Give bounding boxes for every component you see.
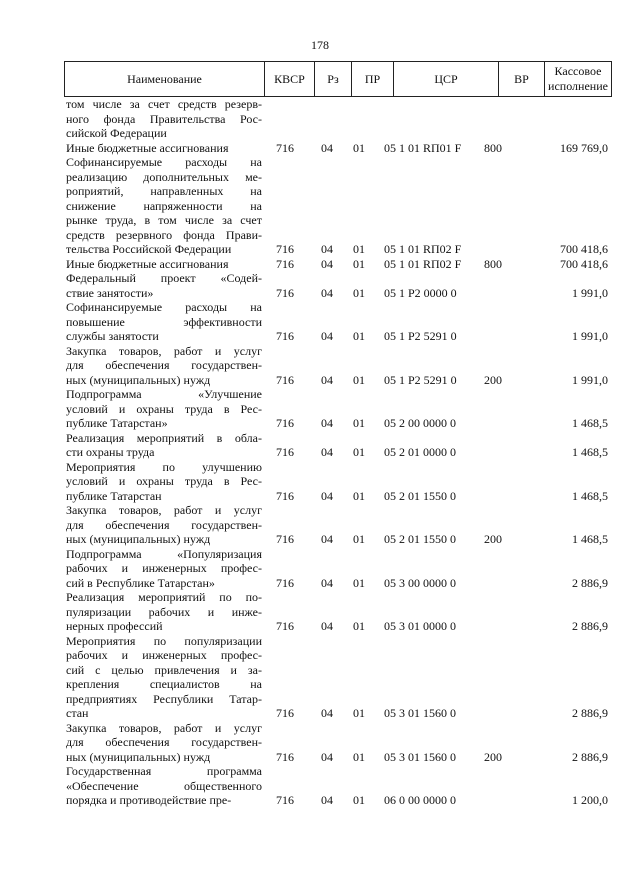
table-row bbox=[64, 271, 612, 300]
cell-pr: 01 bbox=[353, 416, 365, 430]
cell-csr: 05 3 01 0000 0 bbox=[384, 619, 456, 633]
cell-csr: 05 2 01 1550 0 bbox=[384, 532, 456, 546]
row-name-line: Закупка товаров, работ и услуг bbox=[66, 343, 262, 358]
cell-pr: 01 bbox=[353, 256, 365, 271]
row-name-line: Иные бюджетные ассигнования bbox=[66, 256, 229, 271]
row-name-line: ного фонда Правительства Рос- bbox=[66, 111, 262, 126]
cell-rz: 04 bbox=[321, 329, 333, 343]
table-row bbox=[64, 300, 612, 344]
row-name-line: сий с целью привлечения и за- bbox=[66, 662, 262, 677]
cell-sum: 1 468,5 bbox=[572, 416, 608, 430]
table-row bbox=[64, 460, 612, 504]
row-name-line: Подпрограмма «Популяризация bbox=[66, 546, 262, 561]
table-row bbox=[64, 634, 612, 721]
row-name-line: Софинансируемые расходы на bbox=[66, 300, 262, 314]
row-values bbox=[64, 445, 612, 460]
cell-rz: 04 bbox=[321, 706, 333, 720]
table-row bbox=[64, 547, 612, 591]
cell-kvsr: 716 bbox=[276, 619, 294, 633]
cell-kvsr: 716 bbox=[276, 706, 294, 720]
row-name-line: ных (муниципальных) нужд bbox=[66, 532, 211, 546]
row-name-line: Закупка товаров, работ и услуг bbox=[66, 720, 262, 735]
row-name-line: средств резервного фонда Прави- bbox=[66, 227, 262, 242]
row-name-line: Государственная программа bbox=[66, 764, 262, 778]
table-row bbox=[64, 387, 612, 431]
cell-csr: 05 1 P2 5291 0 bbox=[384, 329, 457, 343]
header-csr: ЦСР bbox=[393, 62, 498, 96]
row-name-line: нерных профессий bbox=[66, 619, 163, 633]
cell-sum: 2 886,9 bbox=[572, 749, 608, 764]
row-name-line: рынке труда, в том числе за счет bbox=[66, 213, 262, 227]
row-name-line: Мероприятия по популяризации bbox=[66, 633, 262, 648]
row-name-line: условий и охраны труда в Рес- bbox=[66, 474, 262, 488]
row-name-line: условий и охраны труда в Рес- bbox=[66, 401, 262, 416]
row-name-line: Мероприятия по улучшению bbox=[66, 459, 262, 474]
cell-csr: 05 3 01 1560 0 bbox=[384, 706, 456, 720]
cell-csr: 05 2 00 0000 0 bbox=[384, 416, 456, 430]
cell-kvsr: 716 bbox=[276, 256, 294, 271]
row-values bbox=[64, 488, 612, 503]
header-name: Наименование bbox=[64, 62, 264, 96]
cell-sum: 2 886,9 bbox=[572, 706, 608, 720]
row-name-line: Подпрограмма «Улучшение bbox=[66, 387, 262, 401]
row-values bbox=[64, 416, 612, 431]
cell-rz: 04 bbox=[321, 242, 333, 256]
cell-kvsr: 716 bbox=[276, 140, 294, 155]
table-row bbox=[64, 97, 612, 141]
row-name-line: сийской Федерации bbox=[66, 126, 167, 140]
cell-kvsr: 716 bbox=[276, 749, 294, 764]
cell-kvsr: 716 bbox=[276, 285, 294, 300]
row-name-line: повышение эффективности bbox=[66, 314, 262, 329]
cell-csr: 05 2 01 0000 0 bbox=[384, 445, 456, 459]
cell-sum: 1 468,5 bbox=[572, 488, 608, 503]
row-name-line: Закупка товаров, работ и услуг bbox=[66, 503, 262, 517]
table-row bbox=[64, 764, 612, 808]
cell-pr: 01 bbox=[353, 372, 365, 387]
row-values bbox=[64, 619, 612, 634]
cell-pr: 01 bbox=[353, 793, 365, 807]
cell-csr: 05 1 01 RП01 F bbox=[384, 140, 462, 155]
cell-csr: 06 0 00 0000 0 bbox=[384, 793, 456, 807]
cell-vr: 800 bbox=[484, 256, 502, 271]
cell-rz: 04 bbox=[321, 372, 333, 387]
cell-csr: 05 2 01 1550 0 bbox=[384, 488, 456, 503]
row-values bbox=[64, 749, 612, 764]
cell-pr: 01 bbox=[353, 445, 365, 459]
cell-pr: 01 bbox=[353, 706, 365, 720]
table-header bbox=[64, 61, 612, 97]
row-name-line: том числе за счет средств резерв- bbox=[66, 97, 262, 111]
cell-sum: 2 886,9 bbox=[572, 619, 608, 633]
cell-rz: 04 bbox=[321, 256, 333, 271]
row-values bbox=[64, 126, 612, 141]
cell-rz: 04 bbox=[321, 488, 333, 503]
cell-kvsr: 716 bbox=[276, 372, 294, 387]
table-row bbox=[64, 590, 612, 634]
row-values bbox=[64, 140, 612, 155]
row-values bbox=[64, 706, 612, 721]
row-name-line: предприятиях Республики Татар- bbox=[66, 691, 262, 706]
row-name-line: ных (муниципальных) нужд bbox=[66, 372, 211, 387]
row-values bbox=[64, 532, 612, 547]
row-values bbox=[64, 285, 612, 300]
row-name-line: Иные бюджетные ассигнования bbox=[66, 140, 229, 155]
cell-pr: 01 bbox=[353, 488, 365, 503]
cell-sum: 2 886,9 bbox=[572, 575, 608, 590]
cell-rz: 04 bbox=[321, 445, 333, 459]
row-values bbox=[64, 372, 612, 387]
row-name-line: порядка и противодействие пре- bbox=[66, 793, 232, 807]
row-name-line: ных (муниципальных) нужд bbox=[66, 749, 211, 764]
table-row bbox=[64, 141, 612, 156]
row-name-line: ствие занятости» bbox=[66, 285, 154, 300]
row-name-line: для обеспечения государствен- bbox=[66, 517, 262, 532]
cell-vr: 200 bbox=[484, 372, 502, 387]
cell-pr: 01 bbox=[353, 242, 365, 256]
cell-sum: 1 991,0 bbox=[572, 285, 608, 300]
cell-rz: 04 bbox=[321, 285, 333, 300]
row-name-line: тельства Российской Федерации bbox=[66, 242, 232, 256]
cell-kvsr: 716 bbox=[276, 242, 294, 256]
table-row bbox=[64, 257, 612, 272]
cell-vr: 200 bbox=[484, 749, 502, 764]
row-name-line: сий в Республике Татарстан» bbox=[66, 575, 215, 590]
row-name-line: сти охраны труда bbox=[66, 445, 155, 459]
cell-kvsr: 716 bbox=[276, 575, 294, 590]
cell-vr: 200 bbox=[484, 532, 502, 546]
row-name-line: «Обеспечение общественного bbox=[66, 778, 262, 793]
cell-rz: 04 bbox=[321, 575, 333, 590]
row-values bbox=[64, 575, 612, 590]
cell-rz: 04 bbox=[321, 140, 333, 155]
cell-pr: 01 bbox=[353, 575, 365, 590]
cell-csr: 05 1 P2 0000 0 bbox=[384, 285, 457, 300]
row-name-line: для обеспечения государствен- bbox=[66, 358, 262, 372]
cell-rz: 04 bbox=[321, 793, 333, 807]
cell-rz: 04 bbox=[321, 416, 333, 430]
cell-csr: 05 3 00 0000 0 bbox=[384, 575, 456, 590]
row-name-line: роприятий, направленных на bbox=[66, 184, 262, 198]
cell-sum: 1 200,0 bbox=[572, 793, 608, 807]
row-name-line: реализацию дополнительных ме- bbox=[66, 169, 262, 184]
cell-pr: 01 bbox=[353, 532, 365, 546]
cell-kvsr: 716 bbox=[276, 329, 294, 343]
row-name-line: для обеспечения государствен- bbox=[66, 735, 262, 749]
cell-sum: 169 769,0 bbox=[560, 140, 608, 155]
row-values bbox=[64, 256, 612, 271]
row-name-line: крепления специалистов на bbox=[66, 677, 262, 691]
header-sum: Кассовое исполнение bbox=[544, 62, 612, 96]
cell-sum: 700 418,6 bbox=[560, 242, 608, 256]
header-kvsr: КВСР bbox=[264, 62, 314, 96]
cell-sum: 700 418,6 bbox=[560, 256, 608, 271]
cell-pr: 01 bbox=[353, 140, 365, 155]
cell-pr: 01 bbox=[353, 285, 365, 300]
table-row bbox=[64, 721, 612, 765]
row-name-line: стан bbox=[66, 706, 89, 720]
cell-kvsr: 716 bbox=[276, 416, 294, 430]
row-name-line: службы занятости bbox=[66, 329, 159, 343]
cell-kvsr: 716 bbox=[276, 445, 294, 459]
row-name-line: Федеральный проект «Содей- bbox=[66, 271, 262, 285]
table-row bbox=[64, 503, 612, 547]
header-pr: ПР bbox=[351, 62, 393, 96]
row-values bbox=[64, 242, 612, 257]
cell-vr: 800 bbox=[484, 140, 502, 155]
row-values bbox=[64, 793, 612, 808]
cell-kvsr: 716 bbox=[276, 532, 294, 546]
cell-pr: 01 bbox=[353, 749, 365, 764]
table-row bbox=[64, 155, 612, 257]
cell-csr: 05 1 01 RП02 F bbox=[384, 256, 462, 271]
row-name-line: Софинансируемые расходы на bbox=[66, 155, 262, 169]
cell-rz: 04 bbox=[321, 749, 333, 764]
cell-sum: 1 991,0 bbox=[572, 329, 608, 343]
row-name-line: публике Татарстан» bbox=[66, 416, 168, 430]
row-name-line: рабочих и инженерных профес- bbox=[66, 561, 262, 575]
header-rz: Рз bbox=[314, 62, 351, 96]
row-name-line: Реализация мероприятий в обла- bbox=[66, 430, 262, 445]
cell-sum: 1 468,5 bbox=[572, 445, 608, 459]
table-row bbox=[64, 431, 612, 460]
table-row bbox=[64, 344, 612, 388]
cell-csr: 05 1 01 RП02 F bbox=[384, 242, 462, 256]
row-name-line: снижение напряженности на bbox=[66, 198, 262, 213]
cell-kvsr: 716 bbox=[276, 793, 294, 807]
row-name-line: публике Татарстан bbox=[66, 488, 162, 503]
header-vr: ВР bbox=[498, 62, 544, 96]
row-name-line: пуляризации рабочих и инже- bbox=[66, 604, 262, 619]
row-name-line: рабочих и инженерных профес- bbox=[66, 648, 262, 662]
cell-kvsr: 716 bbox=[276, 488, 294, 503]
row-name-line: Реализация мероприятий по по- bbox=[66, 590, 262, 604]
cell-csr: 05 3 01 1560 0 bbox=[384, 749, 456, 764]
row-values bbox=[64, 329, 612, 344]
cell-pr: 01 bbox=[353, 619, 365, 633]
cell-sum: 1 991,0 bbox=[572, 372, 608, 387]
cell-csr: 05 1 P2 5291 0 bbox=[384, 372, 457, 387]
cell-rz: 04 bbox=[321, 619, 333, 633]
cell-sum: 1 468,5 bbox=[572, 532, 608, 546]
cell-pr: 01 bbox=[353, 329, 365, 343]
page-number: 178 bbox=[311, 38, 329, 52]
cell-rz: 04 bbox=[321, 532, 333, 546]
